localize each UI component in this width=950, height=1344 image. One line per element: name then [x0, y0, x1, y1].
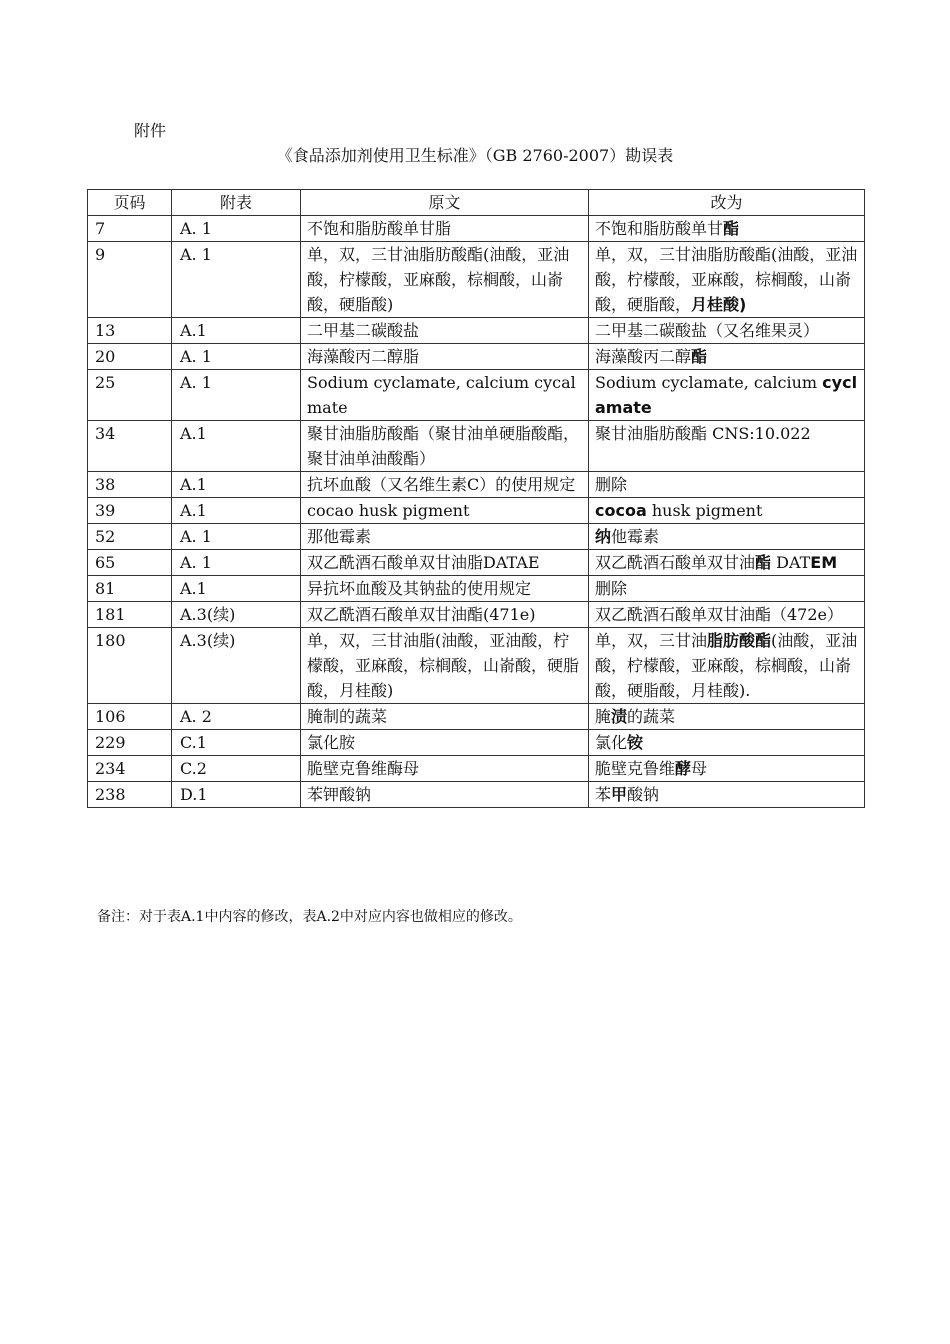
corrected-segment: 他霉素 — [611, 527, 660, 546]
page-cell: 181 — [88, 602, 172, 628]
corrected-segment: 酸钠 — [627, 785, 660, 804]
original-text-cell: 异抗坏血酸及其钠盐的使用规定 — [301, 576, 589, 602]
corrected-text-cell — [589, 498, 865, 524]
table-row — [88, 216, 865, 242]
table-row — [88, 576, 865, 602]
original-text-cell: 苯钾酸钠 — [301, 782, 589, 808]
corrected-segment: 二甲基二碳酸盐（又名维果灵） — [595, 321, 820, 340]
corrected-highlight: 酯 — [755, 553, 772, 572]
page-cell: 52 — [88, 524, 172, 550]
corrected-highlight: 酯 — [723, 219, 740, 238]
appendix-cell: A.3(续) — [172, 628, 301, 704]
appendix-cell: A. 1 — [172, 344, 301, 370]
original-text-cell: 氯化胺 — [301, 730, 589, 756]
footnote: 备注：对于表A.1中内容的修改，表A.2中对应内容也做相应的修改。 — [97, 909, 522, 925]
appendix-cell: A.1 — [172, 472, 301, 498]
corrected-highlight: 铵 — [627, 733, 644, 752]
appendix-cell: D.1 — [172, 782, 301, 808]
corrected-highlight: EM — [810, 553, 838, 572]
corrected-text-cell — [589, 576, 865, 602]
header-corrected: 改为 — [589, 190, 865, 216]
corrected-highlight: cocoa — [595, 501, 647, 520]
corrected-segment: DAT — [771, 553, 811, 572]
header-original: 原文 — [301, 190, 589, 216]
page-cell: 38 — [88, 472, 172, 498]
original-text-cell: 腌制的蔬菜 — [301, 704, 589, 730]
page-cell: 25 — [88, 370, 172, 421]
original-text-cell: 那他霉素 — [301, 524, 589, 550]
original-text-cell: Sodium cyclamate, calcium cycalmate — [301, 370, 589, 421]
corrected-text-cell — [589, 782, 865, 808]
corrected-segment: 脆壁克鲁维 — [595, 759, 676, 778]
corrected-text-cell — [589, 730, 865, 756]
corrected-segment: husk pigment — [646, 501, 763, 520]
corrected-segment: 单，双，三甘油脂肪酸酯(油酸，亚油酸，柠檬酸，亚麻酸，棕榈酸，山嵛酸，硬脂酸， — [595, 245, 858, 314]
corrected-segment: 苯 — [595, 785, 612, 804]
table-row — [88, 602, 865, 628]
table-row — [88, 498, 865, 524]
corrected-segment: (油酸，亚油酸，柠檬酸，亚麻酸，棕榈酸，山嵛酸，硬脂酸，月桂酸). — [595, 631, 858, 700]
corrected-text-cell — [589, 216, 865, 242]
page-cell: 9 — [88, 242, 172, 318]
table-row — [88, 756, 865, 782]
corrected-segment: 删除 — [595, 475, 628, 494]
original-text-cell: 聚甘油脂肪酸酯（聚甘油单硬脂酸酯，聚甘油单油酸酯） — [301, 421, 589, 472]
corrected-highlight: 渍 — [611, 707, 628, 726]
corrected-segment: 删除 — [595, 579, 628, 598]
table-row — [88, 782, 865, 808]
original-text-cell: 抗坏血酸（又名维生素C）的使用规定 — [301, 472, 589, 498]
original-text-cell: 单，双，三甘油脂(油酸，亚油酸，柠檬酸，亚麻酸，棕榈酸，山嵛酸，硬脂酸，月桂酸) — [301, 628, 589, 704]
page-cell: 81 — [88, 576, 172, 602]
appendix-cell: A. 1 — [172, 550, 301, 576]
page-cell: 7 — [88, 216, 172, 242]
corrected-segment: Sodium cyclamate, calcium — [595, 373, 823, 392]
table-row — [88, 628, 865, 704]
table-row — [88, 704, 865, 730]
corrected-text-cell — [589, 756, 865, 782]
corrected-segment: 海藻酸丙二醇 — [595, 347, 692, 366]
table-row — [88, 318, 865, 344]
appendix-cell: A. 1 — [172, 242, 301, 318]
corrected-text-cell — [589, 421, 865, 472]
corrected-text-cell — [589, 370, 865, 421]
corrected-text-cell — [589, 628, 865, 704]
header-appendix: 附表 — [172, 190, 301, 216]
appendix-cell: A. 1 — [172, 216, 301, 242]
corrected-highlight: 酵 — [675, 759, 692, 778]
original-text-cell: 不饱和脂肪酸单甘脂 — [301, 216, 589, 242]
corrected-text-cell — [589, 472, 865, 498]
appendix-cell: A.1 — [172, 318, 301, 344]
corrected-highlight: 酯 — [691, 347, 708, 366]
errata-table — [87, 189, 865, 808]
page-cell: 39 — [88, 498, 172, 524]
page-cell: 229 — [88, 730, 172, 756]
page-cell: 20 — [88, 344, 172, 370]
original-text-cell: 单，双，三甘油脂肪酸酯(油酸，亚油酸，柠檬酸，亚麻酸，棕榈酸，山嵛酸，硬脂酸) — [301, 242, 589, 318]
appendix-cell: C.2 — [172, 756, 301, 782]
page-cell: 234 — [88, 756, 172, 782]
corrected-highlight: 甲 — [611, 785, 628, 804]
corrected-segment: 双乙酰酒石酸单双甘油 — [595, 553, 756, 572]
original-text-cell: 脆壁克鲁维酶母 — [301, 756, 589, 782]
corrected-text-cell — [589, 344, 865, 370]
appendix-cell: A. 1 — [172, 524, 301, 550]
original-text-cell: 二甲基二碳酸盐 — [301, 318, 589, 344]
corrected-highlight: 月桂酸) — [691, 295, 747, 314]
corrected-text-cell — [589, 524, 865, 550]
table-row — [88, 344, 865, 370]
corrected-text-cell — [589, 318, 865, 344]
corrected-highlight: 纳 — [595, 527, 612, 546]
document-title: 《食品添加剂使用卫生标准》（GB 2760-2007）勘误表 — [276, 146, 674, 165]
original-text-cell: 海藻酸丙二醇脂 — [301, 344, 589, 370]
corrected-segment: 不饱和脂肪酸单甘 — [595, 219, 724, 238]
original-text-cell: 双乙酰酒石酸单双甘油脂DATAE — [301, 550, 589, 576]
appendix-cell: A.1 — [172, 421, 301, 472]
page-cell: 65 — [88, 550, 172, 576]
corrected-segment: 双乙酰酒石酸单双甘油酯（472e） — [595, 605, 844, 624]
attachment-label: 附件 — [134, 121, 167, 140]
corrected-text-cell — [589, 602, 865, 628]
corrected-highlight: 脂肪酸酯 — [707, 631, 772, 650]
appendix-cell: C.1 — [172, 730, 301, 756]
appendix-cell: A.1 — [172, 576, 301, 602]
table-row — [88, 550, 865, 576]
table-row — [88, 730, 865, 756]
appendix-cell: A.1 — [172, 498, 301, 524]
appendix-cell: A.3(续) — [172, 602, 301, 628]
corrected-text-cell — [589, 704, 865, 730]
appendix-cell: A. 2 — [172, 704, 301, 730]
corrected-segment: 的蔬菜 — [627, 707, 676, 726]
table-row — [88, 472, 865, 498]
table-row — [88, 242, 865, 318]
original-text-cell: cocao husk pigment — [301, 498, 589, 524]
corrected-highlight: cyclamate — [595, 373, 858, 417]
corrected-segment: 聚甘油脂肪酸酯 CNS:10.022 — [595, 424, 811, 443]
page-cell: 238 — [88, 782, 172, 808]
page-cell: 106 — [88, 704, 172, 730]
original-text-cell: 双乙酰酒石酸单双甘油酯(471e) — [301, 602, 589, 628]
table-header-row — [88, 190, 865, 216]
table-row — [88, 524, 865, 550]
corrected-text-cell — [589, 550, 865, 576]
header-page: 页码 — [88, 190, 172, 216]
corrected-segment: 母 — [691, 759, 708, 778]
corrected-text-cell — [589, 242, 865, 318]
table-row — [88, 421, 865, 472]
page-cell: 180 — [88, 628, 172, 704]
page-cell: 34 — [88, 421, 172, 472]
table-row — [88, 370, 865, 421]
corrected-segment: 腌 — [595, 707, 612, 726]
corrected-segment: 单，双，三甘油 — [595, 631, 708, 650]
table-body — [88, 216, 865, 808]
page-cell: 13 — [88, 318, 172, 344]
corrected-segment: 氯化 — [595, 733, 628, 752]
appendix-cell: A. 1 — [172, 370, 301, 421]
